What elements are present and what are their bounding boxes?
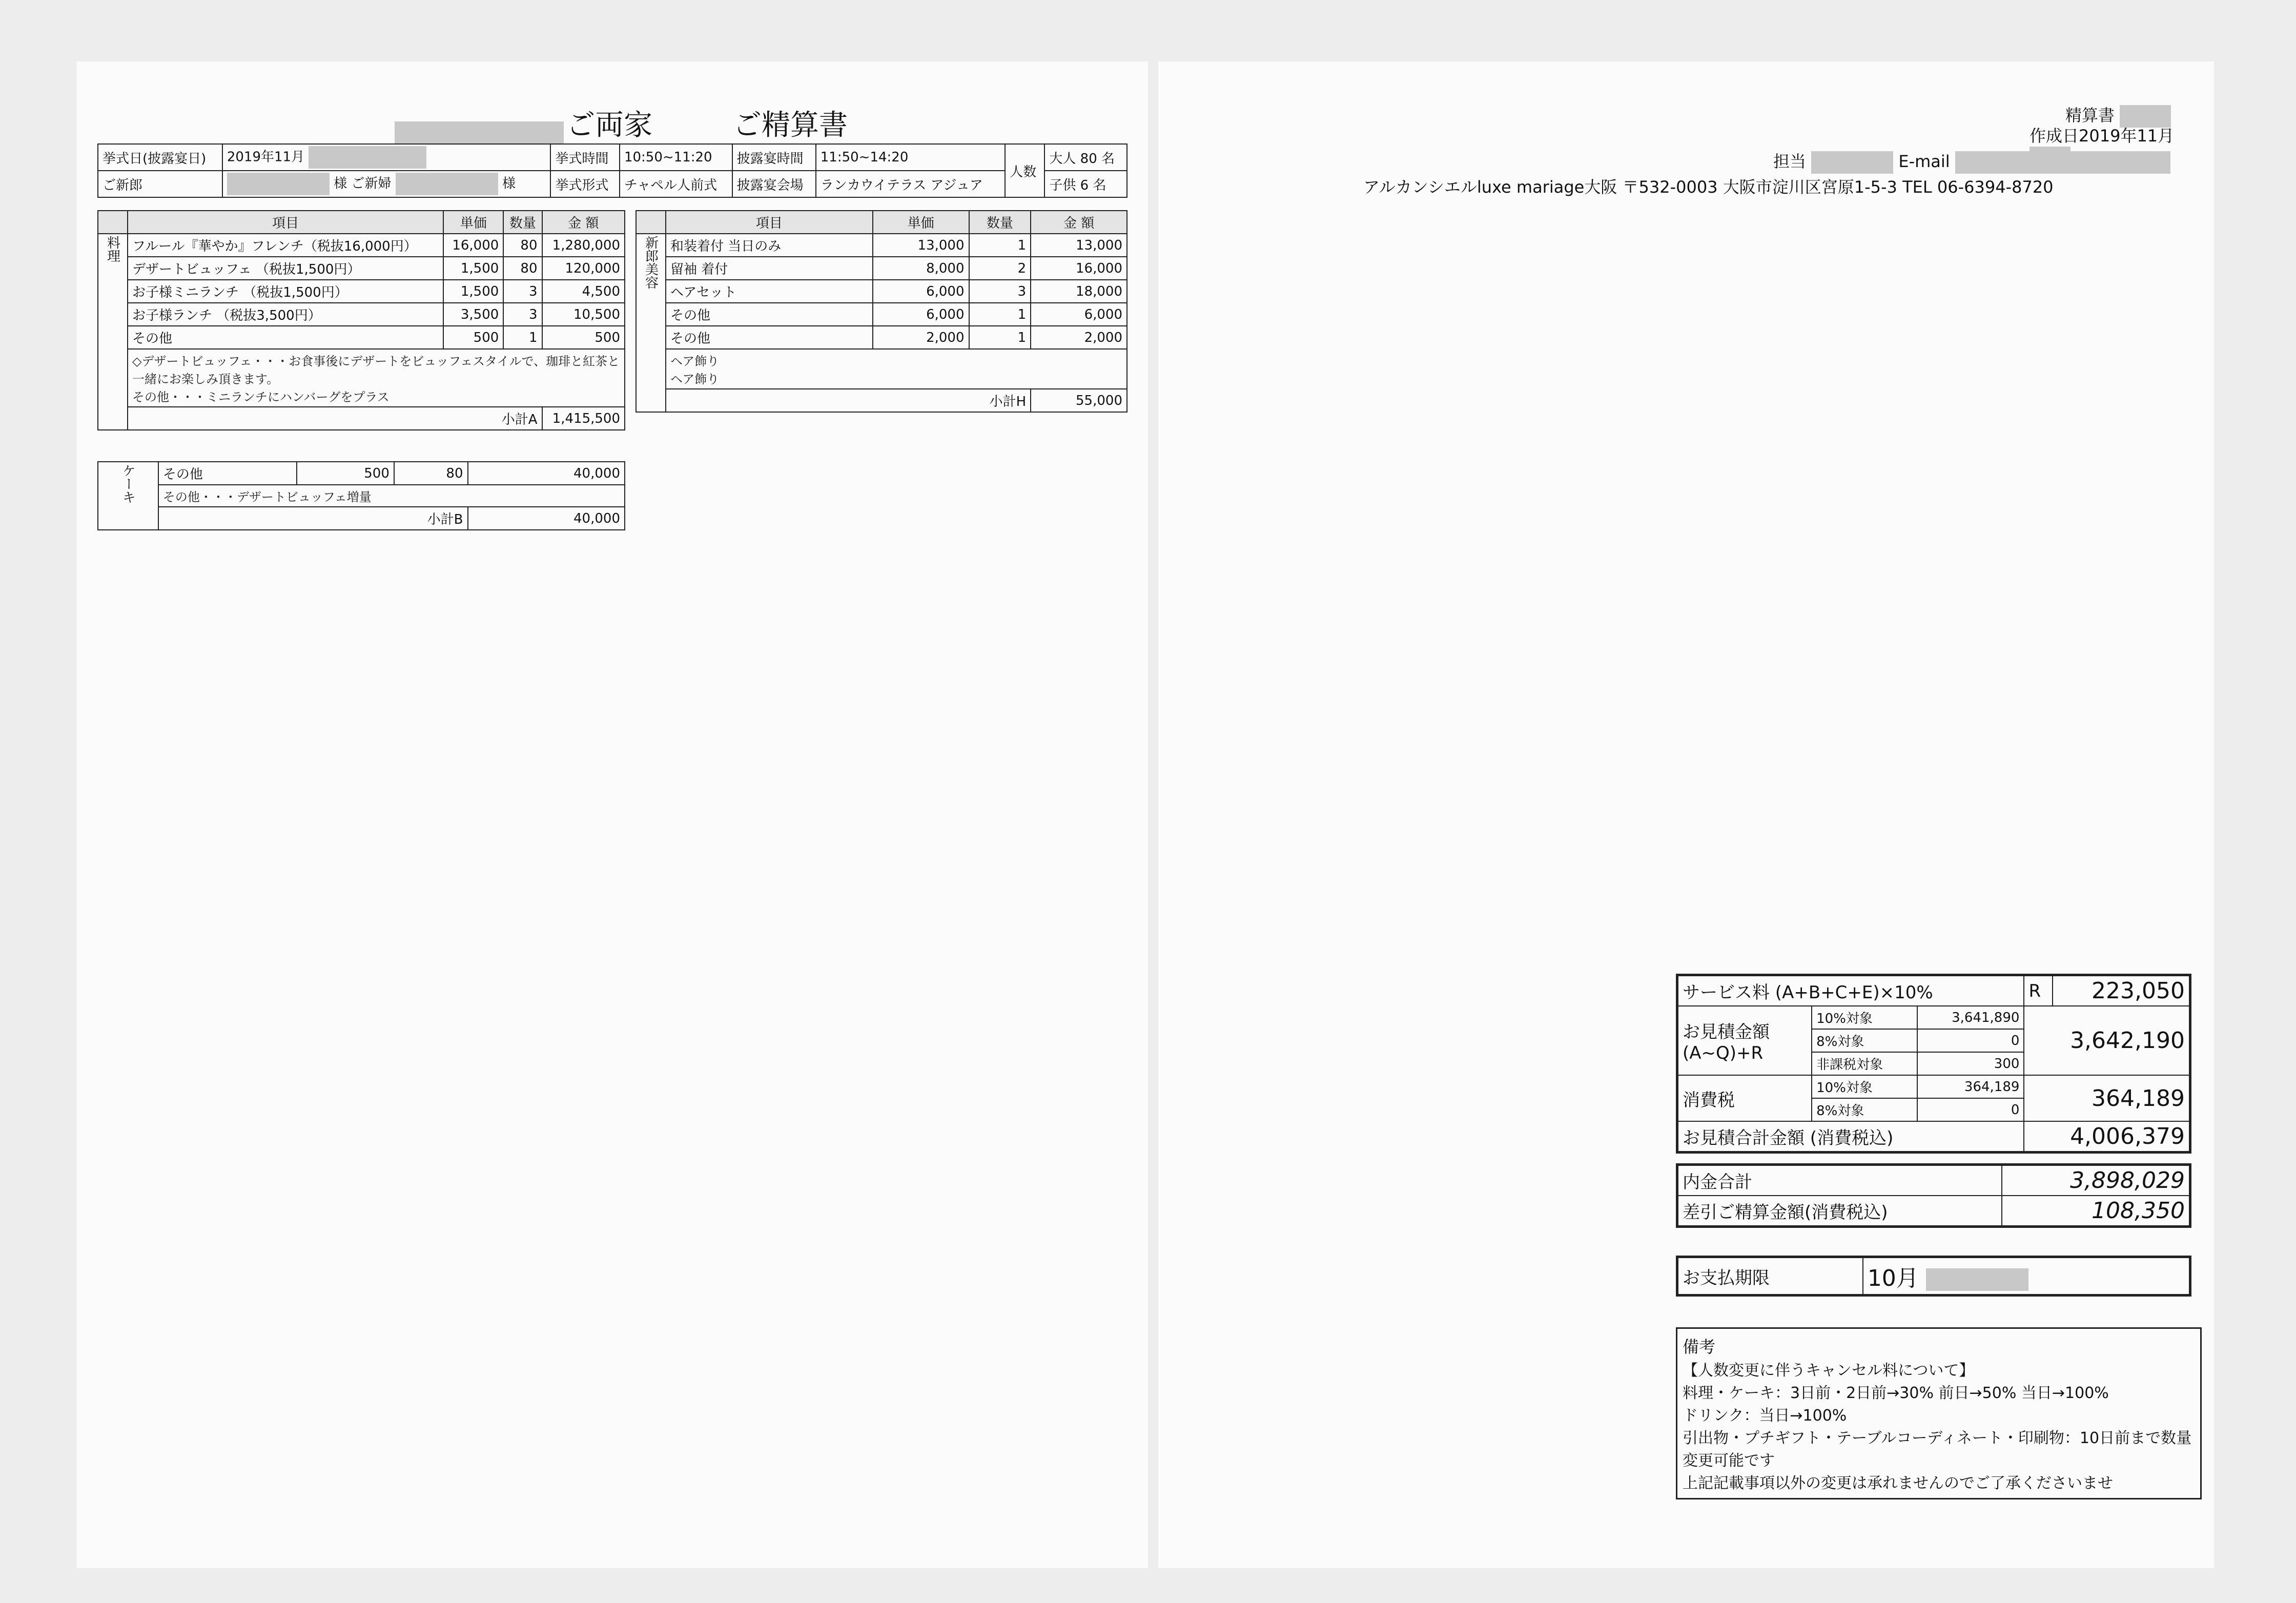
date-label: 挙式日(披露宴日) xyxy=(98,144,222,171)
tax-value: 364,189 xyxy=(2024,1075,2189,1121)
nontax-label: 非課税対象 xyxy=(1812,1052,1917,1075)
amount: 6,000 xyxy=(1031,303,1127,326)
quantity: 3 xyxy=(503,303,542,326)
subtotal-row xyxy=(98,407,625,430)
amount-header: 金 額 xyxy=(1031,211,1127,234)
amount: 16,000 xyxy=(1031,257,1127,280)
totals-box xyxy=(1676,974,2191,1154)
item-name: その他 xyxy=(158,462,297,485)
unit-price: 8,000 xyxy=(873,257,969,280)
right-page xyxy=(1158,61,2214,1568)
table-row xyxy=(98,303,625,326)
family-heading xyxy=(395,102,652,144)
qty-header: 数量 xyxy=(969,211,1031,234)
page-title: ご精算書 xyxy=(733,109,848,142)
redacted-due-day xyxy=(1926,1268,2028,1291)
cake-table xyxy=(97,461,625,530)
groom-label: ご新郎 xyxy=(98,171,222,197)
doc-label: 精算書 xyxy=(2065,102,2171,128)
unit-price: 2,000 xyxy=(873,326,969,349)
unit-price: 500 xyxy=(297,462,394,485)
item-name: その他 xyxy=(666,303,873,326)
ceremony-time-label: 挙式時間 xyxy=(550,144,620,171)
subtotal-row xyxy=(636,389,1127,412)
unit-price: 6,000 xyxy=(873,280,969,303)
company-line: アルカンシエルluxe mariage大阪 〒532-0003 大阪市淀川区宮原1-5-3 TEL 06-6394-8720 xyxy=(1363,177,2054,197)
note-text: ヘア飾り ヘア飾り xyxy=(666,349,1127,389)
groom-name: 様 ご新婦 様 xyxy=(222,171,551,197)
subtotal-value: 1,415,500 xyxy=(542,407,625,430)
food-table xyxy=(97,210,625,430)
service-code: R xyxy=(2024,976,2053,1006)
subtotal-label: 小計B xyxy=(158,507,468,530)
left-page xyxy=(77,61,1148,1568)
unit-price: 13,000 xyxy=(873,234,969,257)
venue-label: 披露宴会場 xyxy=(732,171,816,197)
redacted-day xyxy=(309,146,426,169)
item-name: その他 xyxy=(128,326,443,349)
remarks-list xyxy=(1683,1358,2195,1493)
remark-line: 引出物・プチギフト・テーブルコーディネート・印刷物：10日前まで数量変更可能です xyxy=(1683,1429,2192,1470)
tax8-label: 8%対象 xyxy=(1812,1098,1917,1121)
note-text: その他・・・デザートビュッフェ増量 xyxy=(158,485,625,507)
table-row xyxy=(636,280,1127,303)
amount: 120,000 xyxy=(542,257,625,280)
t10-label: 10%対象 xyxy=(1812,1006,1917,1029)
table-row xyxy=(636,303,1127,326)
tax-label: 消費税 xyxy=(1678,1075,1812,1121)
amount: 500 xyxy=(542,326,625,349)
quantity: 2 xyxy=(969,257,1031,280)
category-label: 新郎美容 xyxy=(636,234,666,412)
reception-time: 11:50~14:20 xyxy=(816,144,1005,171)
amount: 1,280,000 xyxy=(542,234,625,257)
item-name: その他 xyxy=(666,326,873,349)
t8-label: 8%対象 xyxy=(1812,1029,1917,1052)
item-header: 項目 xyxy=(666,211,873,234)
deposit-label: 内金合計 xyxy=(1678,1165,2002,1196)
staff-line: 担当 E-mail xyxy=(1773,149,2170,174)
created-date: 作成日2019年11月 xyxy=(2029,123,2214,169)
quantity: 80 xyxy=(394,462,468,485)
unit-price: 1,500 xyxy=(443,280,503,303)
service-value: 223,050 xyxy=(2053,976,2189,1006)
redacted-name xyxy=(395,121,564,144)
quantity: 3 xyxy=(969,280,1031,303)
table-row xyxy=(98,326,625,349)
quantity: 80 xyxy=(503,257,542,280)
category-header xyxy=(98,211,128,234)
item-name: お子様ランチ （税抜3,500円） xyxy=(128,303,443,326)
tax8-value: 0 xyxy=(1917,1098,2024,1121)
style-label: 挙式形式 xyxy=(550,171,620,197)
quantity: 3 xyxy=(503,280,542,303)
quantity: 1 xyxy=(969,234,1031,257)
category-label: ケーキ xyxy=(98,462,158,530)
table-row xyxy=(98,234,625,257)
due-value: 10月 xyxy=(1863,1258,2189,1294)
children-count: 子供 6 名 xyxy=(1044,171,1127,197)
quantity: 1 xyxy=(503,326,542,349)
quantity: 80 xyxy=(503,234,542,257)
redacted-groom xyxy=(227,173,330,195)
item-name: 留袖 着付 xyxy=(666,257,873,280)
remarks-label: 備考 xyxy=(1683,1337,1716,1357)
table-row xyxy=(636,234,1127,257)
unit-price: 16,000 xyxy=(443,234,503,257)
amount: 10,500 xyxy=(542,303,625,326)
hair-table xyxy=(636,210,1128,413)
redacted-email xyxy=(1955,151,2170,174)
note-row xyxy=(98,349,625,407)
unit-price: 3,500 xyxy=(443,303,503,326)
item-name: フルール『華やか』フレンチ（税抜16,000円） xyxy=(128,234,443,257)
remarks-box xyxy=(1676,1327,2202,1499)
amount: 18,000 xyxy=(1031,280,1127,303)
service-label: サービス料 (A+B+C+E)×10% xyxy=(1678,976,2024,1006)
remark-line: 料理・ケーキ：3日前・2日前→30% 前日→50% 当日→100% xyxy=(1683,1384,2109,1402)
family-label: ご両家 xyxy=(566,109,653,142)
unit-price: 6,000 xyxy=(873,303,969,326)
item-name: デザートビュッフェ （税抜1,500円） xyxy=(128,257,443,280)
item-header: 項目 xyxy=(128,211,443,234)
header-table xyxy=(97,143,1128,198)
remark-line: 上記記載事項以外の変更は承れませんのでご了承くださいませ xyxy=(1683,1474,2113,1492)
balance-label: 差引ご精算金額(消費税込) xyxy=(1678,1196,2002,1226)
due-box xyxy=(1676,1256,2191,1297)
note-row xyxy=(636,349,1127,389)
nontax-value: 300 xyxy=(1917,1052,2024,1075)
table-row xyxy=(98,280,625,303)
quantity: 1 xyxy=(969,303,1031,326)
price-header: 単価 xyxy=(873,211,969,234)
venue-value: ランカウイテラス アジュア xyxy=(816,171,1005,197)
unit-price: 1,500 xyxy=(443,257,503,280)
amount-header: 金 額 xyxy=(542,211,625,234)
amount: 2,000 xyxy=(1031,326,1127,349)
price-header: 単価 xyxy=(443,211,503,234)
total-value: 4,006,379 xyxy=(2024,1121,2189,1152)
table-row xyxy=(98,462,625,485)
table-row xyxy=(636,326,1127,349)
unit-price: 500 xyxy=(443,326,503,349)
subtotal-row xyxy=(98,507,625,530)
date-value: 2019年11月 xyxy=(222,144,551,171)
estimate-value: 3,642,190 xyxy=(2024,1006,2189,1075)
ceremony-time: 10:50~11:20 xyxy=(620,144,732,171)
reception-time-label: 披露宴時間 xyxy=(732,144,816,171)
redacted-bride xyxy=(396,173,498,195)
category-label: 料理 xyxy=(98,234,128,430)
balance-value: 108,350 xyxy=(2002,1196,2189,1226)
amount: 13,000 xyxy=(1031,234,1127,257)
subtotal-value: 40,000 xyxy=(468,507,625,530)
subtotal-label: 小計A xyxy=(128,407,542,430)
amount: 4,500 xyxy=(542,280,625,303)
redacted-staff xyxy=(1811,151,1893,174)
table-row xyxy=(98,257,625,280)
note-row xyxy=(98,485,625,507)
subtotal-value: 55,000 xyxy=(1031,389,1127,412)
deposit-value: 3,898,029 xyxy=(2002,1165,2189,1196)
style-value: チャペル人前式 xyxy=(620,171,732,197)
note-text: ◇デザートビュッフェ・・・お食事後にデザートをビュッフェスタイルで、珈琲と紅茶と一緒にお楽しみ頂きます。 その他・・・ミニランチにハンバーグをプラス xyxy=(128,349,625,407)
remark-line: ドリンク：当日→100% xyxy=(1683,1407,1847,1425)
table-row xyxy=(636,257,1127,280)
category-header xyxy=(636,211,666,234)
total-label: お見積合計金額 (消費税込) xyxy=(1678,1121,2024,1152)
adults-count: 大人 80 名 xyxy=(1044,144,1127,171)
headcount-label: 人数 xyxy=(1005,144,1044,197)
tax10-value: 364,189 xyxy=(1917,1075,2024,1098)
qty-header: 数量 xyxy=(503,211,542,234)
t8-value: 0 xyxy=(1917,1029,2024,1052)
tax10-label: 10%対象 xyxy=(1812,1075,1917,1098)
item-name: ヘアセット xyxy=(666,280,873,303)
quantity: 1 xyxy=(969,326,1031,349)
t10-value: 3,641,890 xyxy=(1917,1006,2024,1029)
subtotal-label: 小計H xyxy=(666,389,1031,412)
amount: 40,000 xyxy=(468,462,625,485)
due-label: お支払期限 xyxy=(1678,1258,1863,1294)
estimate-label: お見積金額 (A~Q)+R xyxy=(1678,1006,1812,1075)
item-name: お子様ミニランチ （税抜1,500円） xyxy=(128,280,443,303)
item-name: 和装着付 当日のみ xyxy=(666,234,873,257)
deposit-box xyxy=(1676,1163,2191,1228)
remark-line: 【人数変更に伴うキャンセル料について】 xyxy=(1683,1362,1975,1380)
